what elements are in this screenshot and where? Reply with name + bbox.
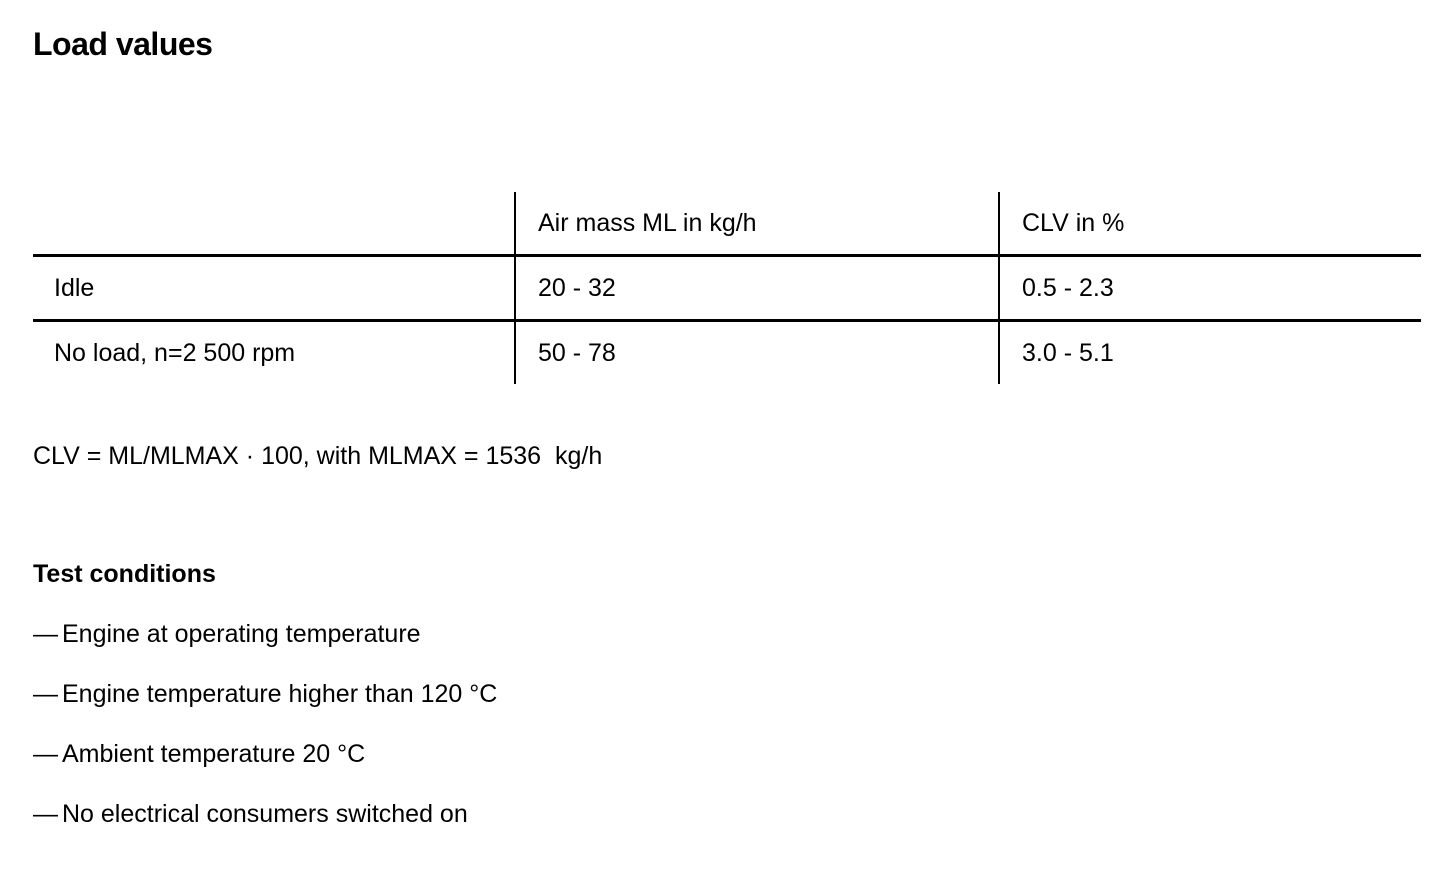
list-item-text: Ambient temperature 20 °C [62, 740, 366, 768]
table-header-air-mass: Air mass ML in kg/h [515, 192, 999, 256]
table-cell-air-mass: 50 - 78 [515, 321, 999, 385]
list-item [33, 678, 497, 738]
table-cell-air-mass: 20 - 32 [515, 256, 999, 321]
table-row [33, 321, 1421, 385]
clv-formula: CLV = ML/MLMAX · 100, with MLMAX = 1536 kg/h [33, 442, 603, 470]
list-item [33, 618, 497, 678]
table-cell-clv: 3.0 - 5.1 [999, 321, 1421, 385]
list-item [33, 738, 497, 798]
page-title: Load values [33, 26, 213, 62]
list-item-text: No electrical consumers switched on [62, 800, 468, 828]
table-cell-condition: Idle [33, 256, 515, 321]
list-item [33, 798, 497, 858]
dash-bullet: — [33, 620, 58, 648]
load-values-table [33, 192, 1421, 384]
table-cell-clv: 0.5 - 2.3 [999, 256, 1421, 321]
table-header-empty [33, 192, 515, 256]
dash-bullet: — [33, 680, 58, 708]
table-row [33, 256, 1421, 321]
test-conditions-list [33, 618, 497, 858]
table-header-clv: CLV in % [999, 192, 1421, 256]
list-item-text: Engine temperature higher than 120 °C [62, 680, 498, 708]
table-cell-condition: No load, n=2 500 rpm [33, 321, 515, 385]
load-values-table-container [33, 192, 1421, 382]
test-conditions-title: Test conditions [33, 560, 216, 588]
dash-bullet: — [33, 800, 58, 828]
dash-bullet: — [33, 740, 58, 768]
list-item-text: Engine at operating temperature [62, 620, 421, 648]
table-header-row [33, 192, 1421, 256]
